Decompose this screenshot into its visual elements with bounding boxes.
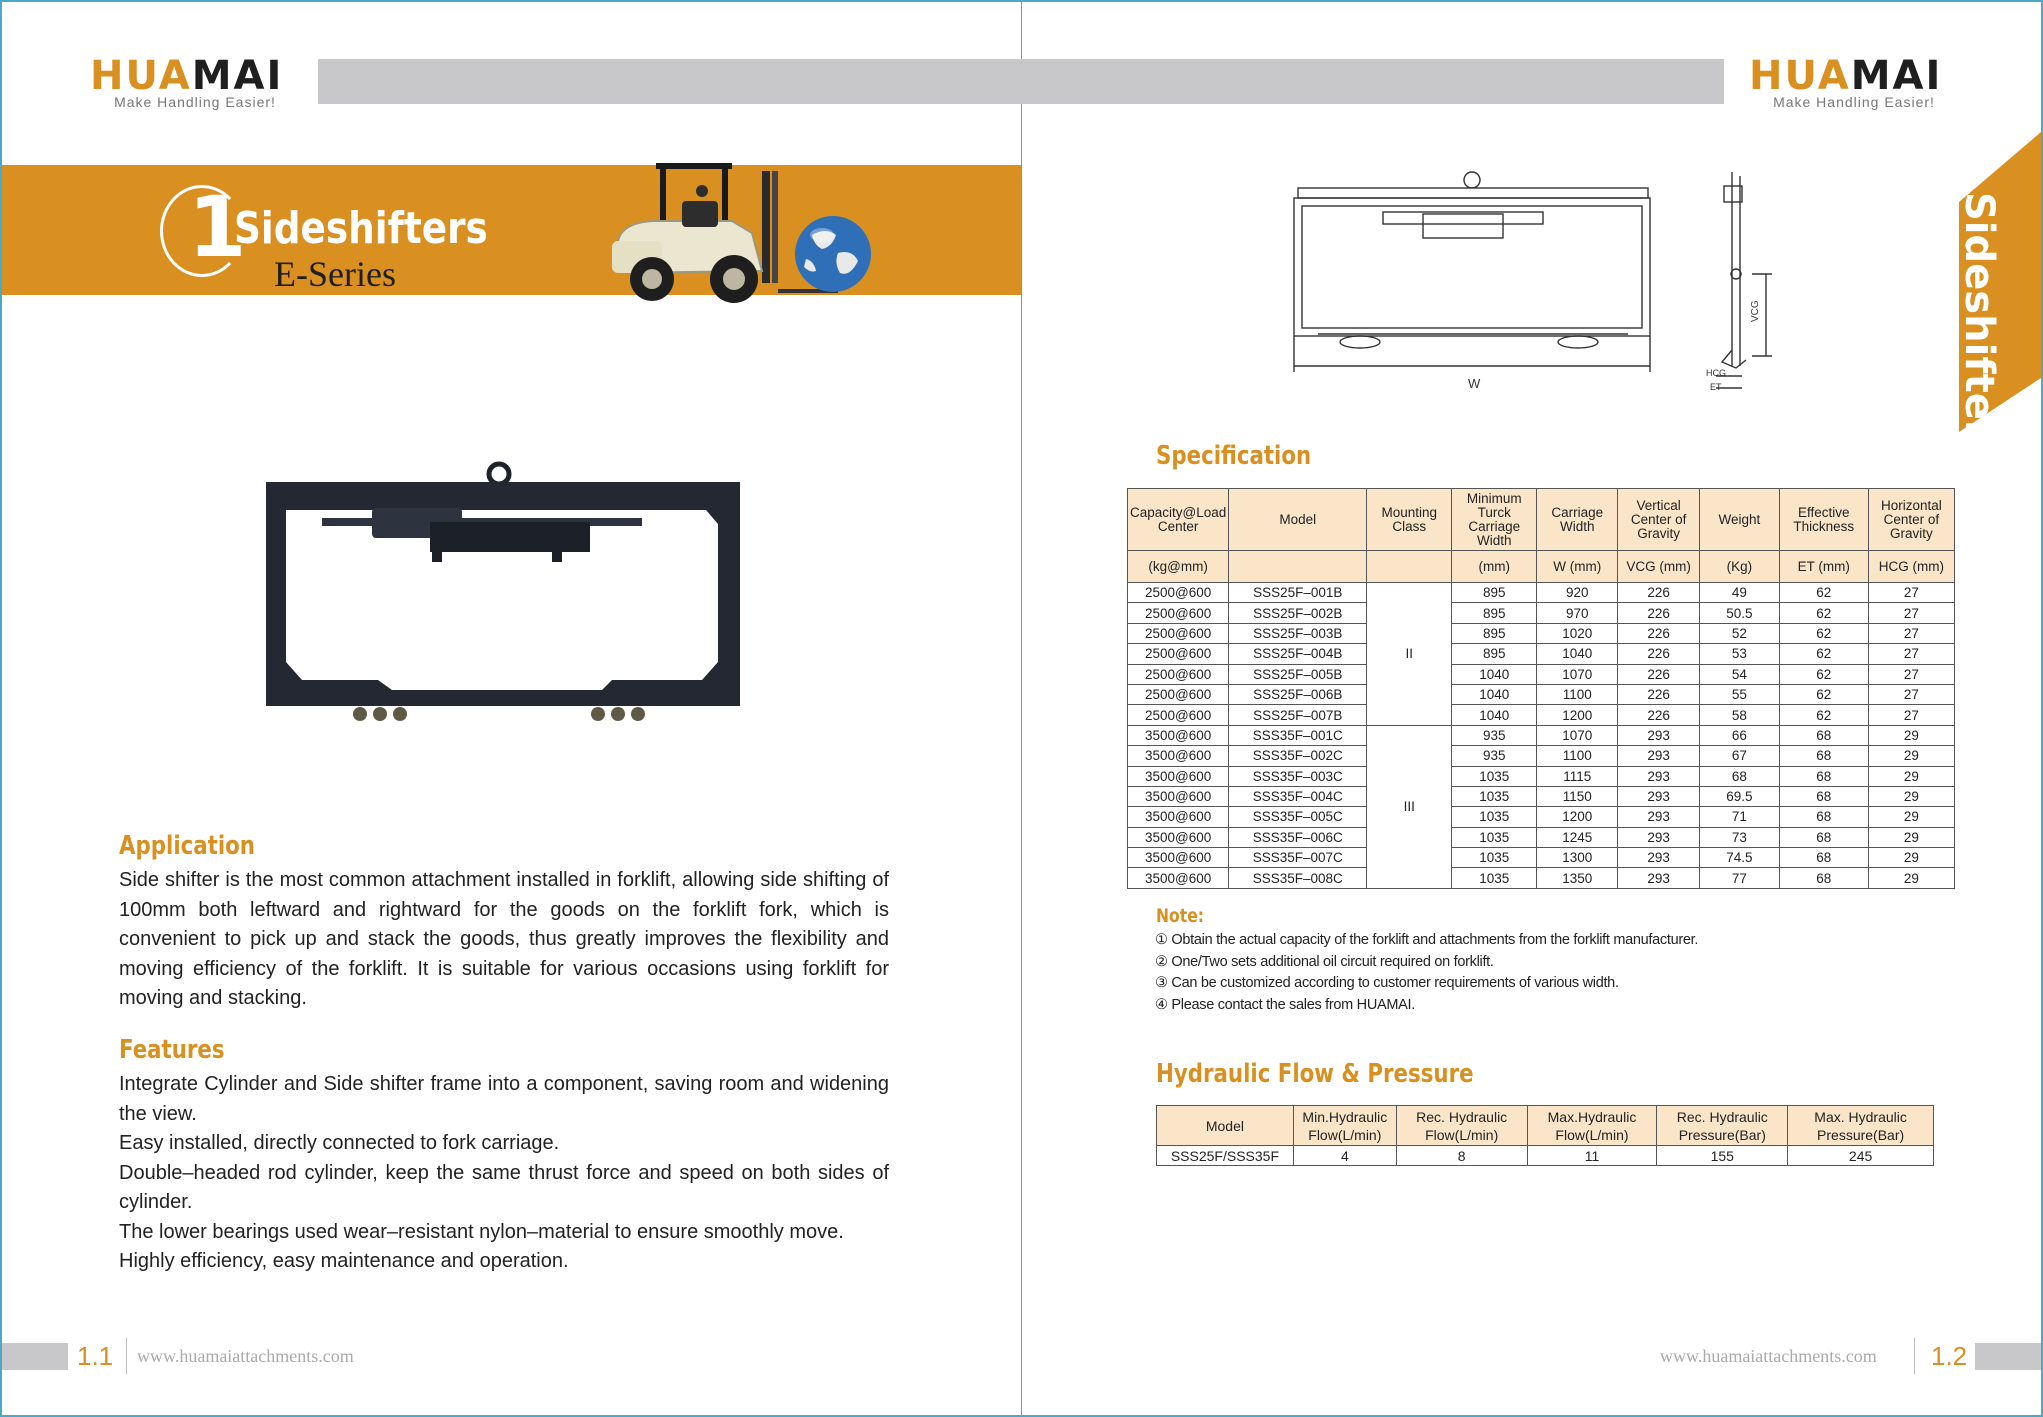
spec-cell-value: 1070 [1537,725,1618,745]
note-item: ② One/Two sets additional oil circuit required on forklift. [1155,953,1494,970]
hyd-cell: 8 [1396,1146,1527,1166]
spec-cell-mounting-class: II [1367,583,1452,726]
header-bar [318,59,1724,104]
spec-cell-value: 293 [1618,766,1700,786]
spec-row [1128,644,1955,664]
spec-cell-model: SSS25F–005B [1229,664,1367,684]
spec-row [1128,603,1955,623]
side-tab-label: Sideshifters [1956,192,2002,464]
spec-cell-value: 77 [1700,868,1780,888]
spec-cell-value: 1035 [1452,786,1537,806]
spec-cell-value: 29 [1868,725,1954,745]
spec-cell-value: 1035 [1452,868,1537,888]
spec-cell-value: 293 [1618,807,1700,827]
feature-item: Highly efficiency, easy maintenance and operation. [119,1250,569,1272]
hyd-cell: 4 [1293,1146,1396,1166]
spec-cell-capacity: 3500@600 [1128,848,1229,868]
feature-item: The lower bearings used wear–resistant nylon–material to ensure smoothly move. [119,1220,844,1243]
spec-cell-value: 27 [1868,583,1954,603]
spec-cell-capacity: 3500@600 [1128,746,1229,766]
spec-header-vcg: Vertical Center of Gravity [1618,489,1700,551]
logo-hua: HUA [1749,53,1851,99]
spec-cell-model: SSS35F–006C [1229,827,1367,847]
spec-cell-value: 68 [1779,827,1868,847]
spec-cell-value: 1245 [1537,827,1618,847]
spec-row [1128,786,1955,806]
spec-cell-value: 68 [1700,766,1780,786]
spec-cell-value: 66 [1700,725,1780,745]
spec-cell-value: 71 [1700,807,1780,827]
spec-row [1128,827,1955,847]
spec-unit: (kg@mm) [1128,551,1229,583]
spec-cell-capacity: 2500@600 [1128,623,1229,643]
section-banner [2,165,1021,295]
spec-row [1128,848,1955,868]
spec-cell-model: SSS35F–002C [1229,746,1367,766]
spec-cell-capacity: 3500@600 [1128,766,1229,786]
section-title: Sideshifters [234,203,488,254]
footer-url-left[interactable]: www.huamaiattachments.com [137,1346,354,1366]
spec-cell-value: 55 [1700,684,1780,704]
spec-cell-value: 226 [1618,623,1700,643]
spec-cell-value: 54 [1700,664,1780,684]
spec-cell-value: 226 [1618,664,1700,684]
technical-drawing [1288,166,1704,406]
spec-cell-value: 935 [1452,746,1537,766]
spec-cell-value: 29 [1868,766,1954,786]
note-item: ③ Can be customized according to customer requirements of various width. [1155,975,1619,991]
spec-cell-value: 970 [1537,603,1618,623]
spec-cell-value: 62 [1779,583,1868,603]
spec-cell-value: 62 [1779,623,1868,643]
spec-header-model: Model [1229,489,1367,551]
logo-tagline: Make Handling Easier! [114,94,276,110]
spec-cell-value: 29 [1868,868,1954,888]
spec-unit: ET (mm) [1779,551,1868,583]
spec-cell-value: 27 [1868,623,1954,643]
spec-cell-model: SSS35F–007C [1229,848,1367,868]
hyd-row [1157,1146,1934,1166]
spec-cell-value: 49 [1700,583,1780,603]
spec-cell-value: 1035 [1452,848,1537,868]
spec-cell-value: 62 [1779,664,1868,684]
spec-cell-model: SSS35F–003C [1229,766,1367,786]
feature-item: Double–headed rod cylinder, keep the same thrust force and speed on both sides of cylinder. [119,1161,889,1213]
spec-cell-value: 27 [1868,705,1954,725]
spec-cell-value: 68 [1779,766,1868,786]
spec-cell-model: SSS25F–003B [1229,623,1367,643]
hyd-header: Min.Hydraulic Flow(L/min) [1293,1106,1396,1146]
spec-header-min-width: Minimum Turck Carriage Width [1452,489,1537,551]
spec-cell-model: SSS35F–004C [1229,786,1367,806]
spec-cell-value: 74.5 [1700,848,1780,868]
spec-cell-value: 1020 [1537,623,1618,643]
hyd-cell: 155 [1657,1146,1788,1166]
spec-cell-capacity: 3500@600 [1128,725,1229,745]
spec-row [1128,583,1955,603]
spec-cell-value: 1040 [1537,644,1618,664]
spec-cell-value: 895 [1452,644,1537,664]
hyd-header: Max. Hydraulic Pressure(Bar) [1788,1106,1934,1146]
spec-cell-value: 226 [1618,644,1700,664]
spec-row [1128,705,1955,725]
hyd-header: Model [1157,1106,1294,1146]
spec-cell-value: 62 [1779,705,1868,725]
spec-cell-value: 68 [1779,848,1868,868]
spec-cell-value: 27 [1868,644,1954,664]
spec-cell-value: 1100 [1537,684,1618,704]
spec-row [1128,725,1955,745]
spec-cell-value: 226 [1618,705,1700,725]
spec-cell-value: 68 [1779,746,1868,766]
spec-cell-capacity: 2500@600 [1128,684,1229,704]
spec-cell-value: 1350 [1537,868,1618,888]
spec-cell-value: 67 [1700,746,1780,766]
spec-unit: VCG (mm) [1618,551,1700,583]
spec-unit [1367,551,1452,583]
spec-cell-value: 73 [1700,827,1780,847]
spec-cell-value: 27 [1868,684,1954,704]
spec-cell-value: 293 [1618,746,1700,766]
spec-cell-model: SSS35F–001C [1229,725,1367,745]
spec-header-width: Carriage Width [1537,489,1618,551]
specification-table [1127,488,1955,889]
spec-cell-capacity: 2500@600 [1128,664,1229,684]
spec-cell-value: 1035 [1452,827,1537,847]
section-subtitle: E-Series [274,254,396,294]
spec-cell-value: 69.5 [1700,786,1780,806]
footer-left-block [2,1343,68,1370]
spec-unit [1229,551,1367,583]
spec-unit: (mm) [1452,551,1537,583]
logo-mai: MAI [1850,53,1943,99]
spec-row [1128,746,1955,766]
spec-cell-value: 53 [1700,644,1780,664]
drawing-vcg-label: VCG [1750,300,1761,322]
logo-hua: HUA [90,53,192,99]
footer-right-block [1975,1343,2041,1370]
spec-cell-value: 920 [1537,583,1618,603]
note-list [1155,930,1698,1016]
spec-cell-value: 1115 [1537,766,1618,786]
brand-logo [1749,54,1959,110]
spec-cell-model: SSS25F–002B [1229,603,1367,623]
spec-cell-value: 895 [1452,583,1537,603]
sideshifter-product-image [262,460,744,724]
spec-header-thickness: Effective Thickness [1779,489,1868,551]
spec-cell-mounting-class: III [1367,725,1452,888]
spec-cell-model: SSS25F–004B [1229,644,1367,664]
spec-cell-value: 29 [1868,786,1954,806]
specification-heading: Specification [1156,441,1312,471]
spec-cell-capacity: 3500@600 [1128,786,1229,806]
spec-cell-model: SSS35F–008C [1229,868,1367,888]
hyd-header: Rec. Hydraulic Pressure(Bar) [1657,1106,1788,1146]
hydraulic-table [1156,1105,1934,1166]
spec-cell-value: 62 [1779,644,1868,664]
spec-cell-value: 1100 [1537,746,1618,766]
spec-cell-capacity: 2500@600 [1128,603,1229,623]
feature-item: Easy installed, directly connected to fork carriage. [119,1132,560,1154]
spec-cell-value: 1040 [1452,705,1537,725]
application-text: Side shifter is the most common attachment installed in forklift, allowing side shifting of 100mm both leftward and rightward for the goods on the forklift fork, which is convenient to pick up and stack the goods, thus greatly improves the flexibility and moving efficiency of the forklift. It is suitable for various occasions using forklift for moving and stacking. [119,869,889,1009]
spec-cell-value: 1150 [1537,786,1618,806]
technical-drawing-side [1706,166,1786,406]
spec-cell-model: SSS25F–006B [1229,684,1367,704]
spec-cell-value: 27 [1868,603,1954,623]
spec-cell-value: 895 [1452,623,1537,643]
spec-cell-value: 293 [1618,786,1700,806]
spec-cell-value: 1035 [1452,766,1537,786]
features-heading: Features [119,1035,225,1065]
spec-cell-value: 293 [1618,725,1700,745]
spec-cell-value: 27 [1868,664,1954,684]
spec-cell-value: 226 [1618,684,1700,704]
spec-cell-value: 29 [1868,746,1954,766]
spec-cell-model: SSS25F–001B [1229,583,1367,603]
spec-unit: HCG (mm) [1868,551,1954,583]
page-number-right: 1.2 [1931,1341,1968,1371]
spec-cell-value: 29 [1868,827,1954,847]
spec-cell-value: 29 [1868,807,1954,827]
footer-url-right[interactable]: www.huamaiattachments.com [1660,1346,1877,1366]
hyd-cell: SSS25F/SSS35F [1157,1146,1294,1166]
hyd-header: Max.Hydraulic Flow(L/min) [1527,1106,1657,1146]
spec-cell-model: SSS35F–005C [1229,807,1367,827]
hyd-cell: 11 [1527,1146,1657,1166]
spec-cell-capacity: 3500@600 [1128,807,1229,827]
logo-mai: MAI [191,53,284,99]
spec-cell-value: 1040 [1452,684,1537,704]
spec-cell-value: 29 [1868,848,1954,868]
spec-cell-value: 293 [1618,868,1700,888]
spec-cell-value: 62 [1779,684,1868,704]
spec-cell-value: 293 [1618,827,1700,847]
spec-header-capacity: Capacity@Load Center [1128,489,1229,551]
spec-cell-value: 226 [1618,583,1700,603]
spec-cell-model: SSS25F–007B [1229,705,1367,725]
note-item: ① Obtain the actual capacity of the forklift and attachments from the forklift manufacturer. [1155,932,1699,948]
spec-cell-value: 50.5 [1700,603,1780,623]
spec-table-body [1128,583,1955,889]
spec-row [1128,623,1955,643]
footer-separator [126,1338,127,1374]
spec-cell-value: 52 [1700,623,1780,643]
spec-cell-value: 62 [1779,603,1868,623]
spec-row [1128,684,1955,704]
spec-header-hcg: Horizontal Center of Gravity [1868,489,1954,551]
drawing-w-label: W [1468,376,1481,391]
spec-cell-value: 1035 [1452,807,1537,827]
drawing-hcg-label: HCG [1706,368,1726,378]
spec-row [1128,766,1955,786]
spec-cell-value: 1040 [1452,664,1537,684]
hyd-cell: 245 [1788,1146,1934,1166]
application-heading: Application [119,831,255,861]
spec-cell-value: 1200 [1537,807,1618,827]
spec-cell-value: 68 [1779,725,1868,745]
spec-cell-value: 58 [1700,705,1780,725]
spec-cell-capacity: 2500@600 [1128,644,1229,664]
spec-cell-value: 226 [1618,603,1700,623]
feature-item: Integrate Cylinder and Side shifter frame into a component, saving room and widening the view. [119,1073,889,1125]
spec-cell-value: 1070 [1537,664,1618,684]
spec-cell-value: 68 [1779,807,1868,827]
drawing-et-label: ET [1710,382,1722,392]
spec-cell-value: 68 [1779,786,1868,806]
spec-row [1128,664,1955,684]
spec-cell-value: 68 [1779,868,1868,888]
spec-cell-capacity: 2500@600 [1128,705,1229,725]
spec-row [1128,868,1955,888]
brand-logo [90,54,300,110]
spec-cell-value: 1200 [1537,705,1618,725]
spec-cell-capacity: 2500@600 [1128,583,1229,603]
spec-unit: W (mm) [1537,551,1618,583]
globe-illustration [792,213,874,295]
spec-cell-capacity: 3500@600 [1128,868,1229,888]
section-number: 1 [188,178,247,276]
spec-cell-value: 293 [1618,848,1700,868]
features-list [119,1070,889,1277]
note-heading: Note: [1156,905,1204,927]
hyd-header: Rec. Hydraulic Flow(L/min) [1396,1106,1527,1146]
spec-cell-capacity: 3500@600 [1128,827,1229,847]
spec-cell-value: 935 [1452,725,1537,745]
footer-separator [1914,1338,1915,1374]
note-item: ④ Please contact the sales from HUAMAI. [1155,996,1415,1013]
hydraulic-heading: Hydraulic Flow & Pressure [1156,1059,1474,1089]
spec-row [1128,807,1955,827]
spec-unit: (Kg) [1700,551,1780,583]
logo-tagline: Make Handling Easier! [1773,94,1935,110]
spec-header-mounting: Mounting Class [1367,489,1452,551]
spec-cell-value: 895 [1452,603,1537,623]
spec-cell-value: 1300 [1537,848,1618,868]
page-number-left: 1.1 [77,1341,114,1371]
spec-header-weight: Weight [1700,489,1780,551]
